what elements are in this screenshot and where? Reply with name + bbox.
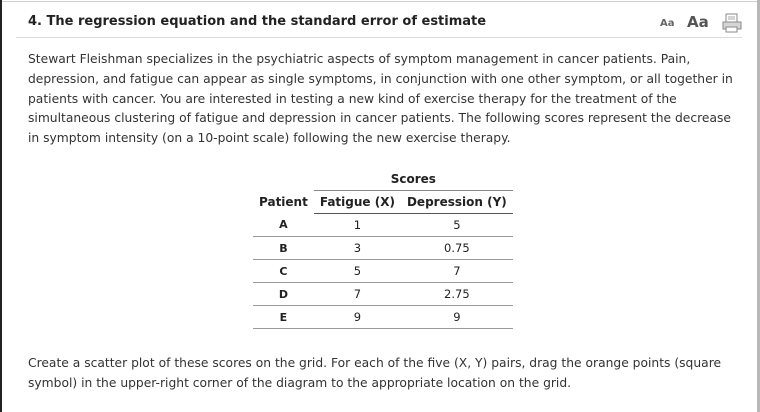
patient-cell: E	[253, 306, 314, 329]
fatigue-cell: 9	[314, 306, 401, 329]
depression-cell: 7	[401, 260, 513, 283]
fatigue-cell: 1	[314, 214, 401, 237]
top-border	[2, 1, 757, 2]
decrease-font-button[interactable]: Aa	[660, 18, 675, 29]
depression-cell: 2.75	[401, 283, 513, 306]
column-header-patient: Patient	[259, 195, 308, 209]
fatigue-cell: 7	[314, 283, 401, 306]
table-row	[253, 237, 513, 260]
increase-font-button[interactable]: Aa	[687, 13, 709, 31]
column-header-fatigue: Fatigue (X)	[314, 191, 401, 214]
instruction-paragraph: Create a scatter plot of these scores on the grid. For each of the five (X, Y) pairs, drag the orange points (square symbol) in the upper-right corner of the diagram to the appropriate location on the grid.	[28, 356, 722, 390]
table-row	[253, 214, 513, 237]
table-row	[253, 283, 513, 306]
depression-cell: 0.75	[401, 237, 513, 260]
patient-cell: D	[253, 283, 314, 306]
window-left-border	[0, 0, 2, 412]
scores-table	[253, 167, 513, 329]
scores-group-header: Scores	[314, 167, 513, 191]
fatigue-cell: 5	[314, 260, 401, 283]
print-icon[interactable]	[722, 13, 742, 33]
depression-cell: 5	[401, 214, 513, 237]
question-title: 4. The regression equation and the standard error of estimate	[28, 14, 487, 29]
fatigue-cell: 3	[314, 237, 401, 260]
column-header-depression: Depression (Y)	[401, 191, 513, 214]
table-corner	[253, 167, 314, 191]
table-row	[253, 260, 513, 283]
patient-cell: A	[253, 214, 314, 237]
intro-paragraph: Stewart Fleishman specializes in the psychiatric aspects of symptom management in cancer patients. Pain, depression, and fatigue can appear as single symptoms, in conjunction with one other symptom, or all together in patients with cancer. You are interested in testing a new kind of exercise therapy for the treatment of the simultaneous clustering of fatigue and depression in cancer patients. The following scores represent the decrease in symptom intensity (on a 10-point scale) following the new exercise therapy.	[28, 52, 733, 146]
patient-cell: B	[253, 237, 314, 260]
table-row	[253, 306, 513, 329]
title-divider	[16, 37, 742, 38]
depression-cell: 9	[401, 306, 513, 329]
patient-cell: C	[253, 260, 314, 283]
